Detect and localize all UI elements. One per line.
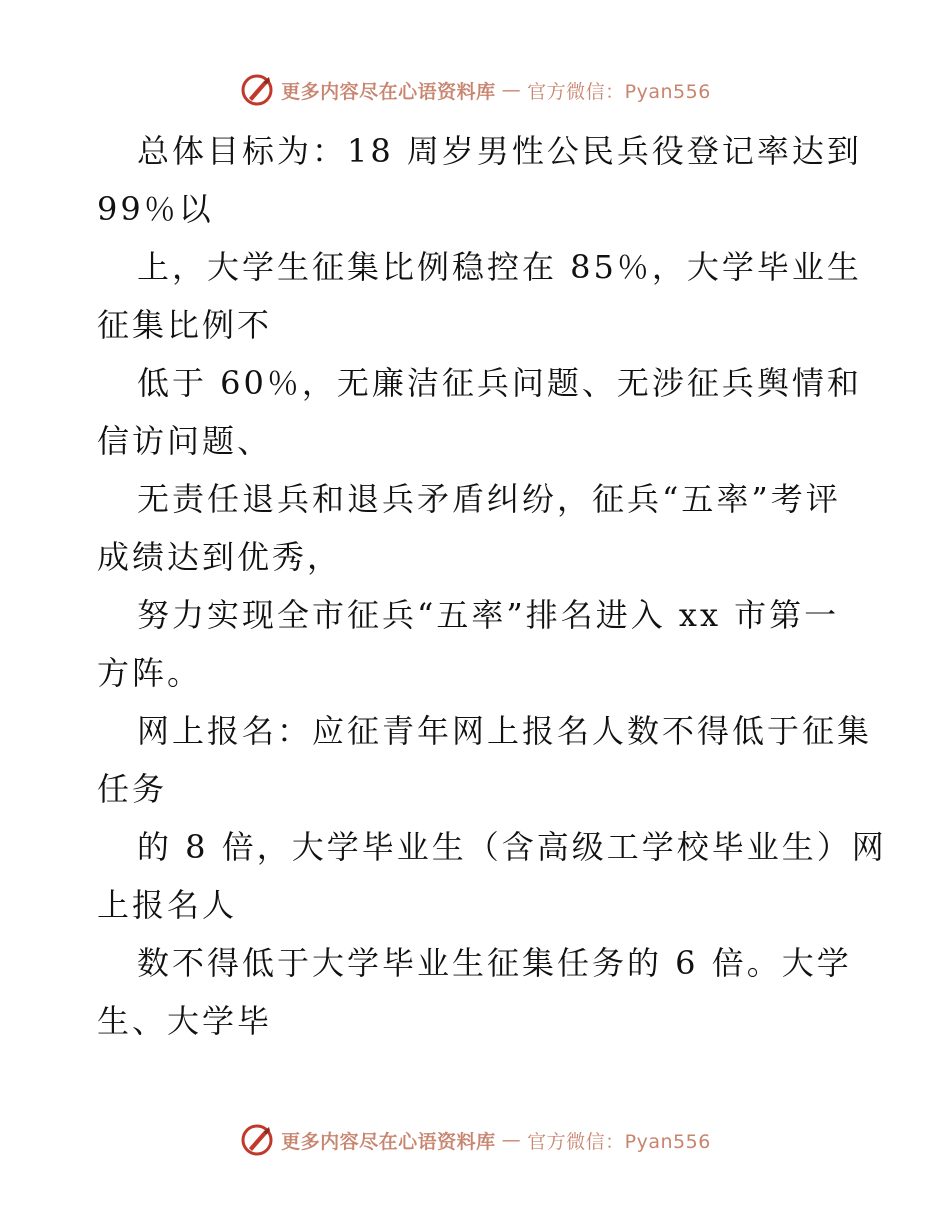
text-line: 低于 60％，无廉洁征兵问题、无涉征兵舆情和 (137, 364, 862, 402)
text-line: 的 8 倍，大学毕业生（含高级工学校毕业生）网 (137, 828, 887, 866)
text-line: 上，大学生征集比例稳控在 85％，大学毕业生 (137, 248, 862, 286)
watermark-footer (0, 1120, 950, 1160)
watermark-prefix: 更多内容尽在心语资料库 (281, 80, 496, 103)
watermark-prefix: 更多内容尽在心语资料库 (281, 1130, 496, 1153)
watermark-header (0, 70, 950, 110)
text-line: 上报名人 (97, 886, 238, 924)
text-line: 方阵。 (97, 654, 203, 692)
text-line: 无责任退兵和退兵矛盾纠纷，征兵“五率”考评 (137, 480, 841, 518)
watermark-dash: — (501, 1129, 522, 1151)
text-line: 信访问题、 (97, 422, 273, 460)
text-line: 总体目标为：18 周岁男性公民兵役登记率达到 (137, 132, 862, 170)
text-line: 99％以 (97, 190, 214, 228)
text-line: 努力实现全市征兵“五率”排名进入 xx 市第一 (137, 596, 840, 634)
text-line: 网上报名：应征青年网上报名人数不得低于征集 (137, 712, 873, 750)
quill-logo-icon (239, 1122, 275, 1158)
text-line: 成绩达到优秀， (97, 538, 343, 576)
text-line: 生、大学毕 (97, 1002, 273, 1040)
text-line: 征集比例不 (97, 306, 273, 344)
text-line: 任务 (97, 770, 168, 808)
watermark-suffix: 官方微信：Pyan556 (527, 80, 711, 103)
document-body (97, 122, 887, 1050)
watermark-dash: — (501, 79, 522, 101)
watermark-suffix: 官方微信：Pyan556 (527, 1130, 711, 1153)
text-line: 数不得低于大学毕业生征集任务的 6 倍。大学 (137, 944, 852, 982)
quill-logo-icon (239, 72, 275, 108)
